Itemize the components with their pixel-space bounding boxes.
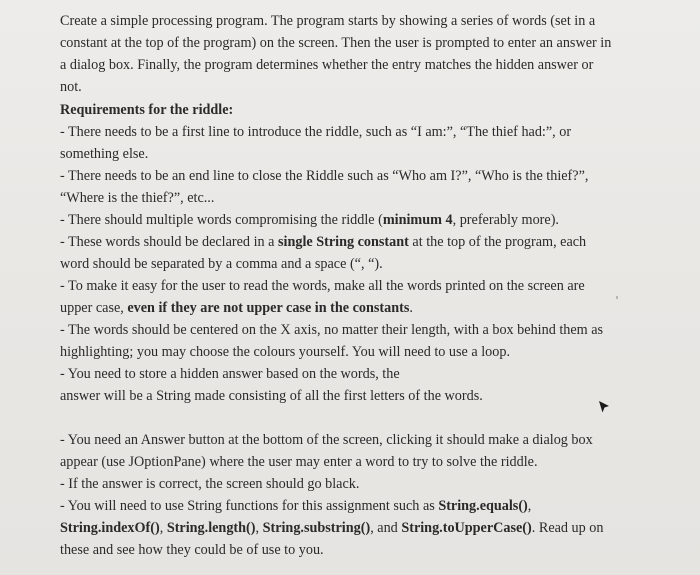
- req-first-line-a: - There needs to be a first line to introduce the riddle, such as “I am:”, “The thief had:”, or: [60, 124, 572, 140]
- req-string-constant-a: [60, 231, 680, 253]
- req-multiple-words-pre: - There should multiple words compromising the riddle (: [60, 212, 383, 228]
- req-string-functions-post: ,: [527, 498, 532, 514]
- req-string-functions-pre: - You will need to use String functions for this assignment such as: [60, 498, 439, 514]
- req-screen-black: - If the answer is correct, the screen should go black.: [60, 476, 360, 492]
- paper-speck: [616, 296, 618, 299]
- req-string-functions-equals: String.equals(): [438, 498, 528, 514]
- fn-sep-1: ,: [159, 520, 167, 536]
- fn-post: . Read up on: [531, 520, 604, 536]
- req-hidden-answer-b: answer will be a String made consisting of all the first letters of the words.: [60, 388, 483, 404]
- req-string-constant-bold: single String constant: [278, 234, 409, 250]
- req-end-line-b: “Where is the thief?”, etc...: [60, 190, 215, 206]
- req-answer-button-b: appear (use JOptionPane) where the user may enter a word to try to solve the riddle.: [60, 454, 538, 470]
- fn-length: String.length(): [166, 520, 256, 536]
- req-string-constant-pre: - These words should be declared in a: [60, 234, 279, 250]
- req-multiple-words-bold: minimum 4: [382, 212, 453, 228]
- fn-sep-2: ,: [255, 520, 263, 536]
- intro-line-2: constant at the top of the program) on the screen. Then the user is prompted to enter an answer in: [60, 35, 612, 51]
- intro-line-3: a dialog box. Finally, the program determines whether the entry matches the hidden answer or: [60, 57, 594, 73]
- req-string-constant-b: word should be separated by a comma and a space (“, “).: [60, 256, 383, 272]
- req-multiple-words-post: , preferably more).: [452, 212, 559, 228]
- req-hidden-answer-a: - You need to store a hidden answer based on the words, the: [60, 366, 400, 382]
- req-string-functions-c: these and see how they could be of use to you.: [60, 542, 324, 558]
- req-upper-case-b: [60, 297, 680, 319]
- fn-indexof: String.indexOf(): [60, 520, 160, 536]
- fn-substring: String.substring(): [262, 520, 371, 536]
- req-upper-case-post: .: [409, 300, 413, 316]
- req-upper-case-bold: even if they are not upper case in the constants: [127, 300, 410, 316]
- req-string-functions-a: [60, 495, 680, 517]
- mouse-pointer-icon: [598, 400, 610, 414]
- intro-line-1: Create a simple processing program. The program starts by showing a series of words (set in a: [60, 13, 596, 29]
- requirements-heading: Requirements for the riddle:: [60, 102, 234, 118]
- req-centered-a: - The words should be centered on the X axis, no matter their length, with a box behind them as: [60, 322, 604, 338]
- req-string-constant-post: at the top of the program, each: [408, 234, 587, 250]
- req-string-functions-b: [60, 517, 680, 539]
- req-end-line-a: - There needs to be an end line to close the Riddle such as “Who am I?”, “Who is the thief?”,: [60, 168, 589, 184]
- req-upper-case-a: - To make it easy for the user to read the words, make all the words printed on the screen are: [60, 278, 585, 294]
- paragraph-gap: [60, 407, 680, 429]
- fn-sep-3: , and: [370, 520, 402, 536]
- req-answer-button-a: - You need an Answer button at the bottom of the screen, clicking it should make a dialog box: [60, 432, 593, 448]
- req-centered-b: highlighting; you may choose the colours yourself. You will need to use a loop.: [60, 344, 511, 360]
- req-multiple-words: [60, 209, 680, 231]
- req-upper-case-pre: upper case,: [60, 300, 128, 316]
- intro-line-4: not.: [60, 79, 82, 95]
- req-first-line-b: something else.: [60, 146, 149, 162]
- fn-touppercase: String.toUpperCase(): [401, 520, 532, 536]
